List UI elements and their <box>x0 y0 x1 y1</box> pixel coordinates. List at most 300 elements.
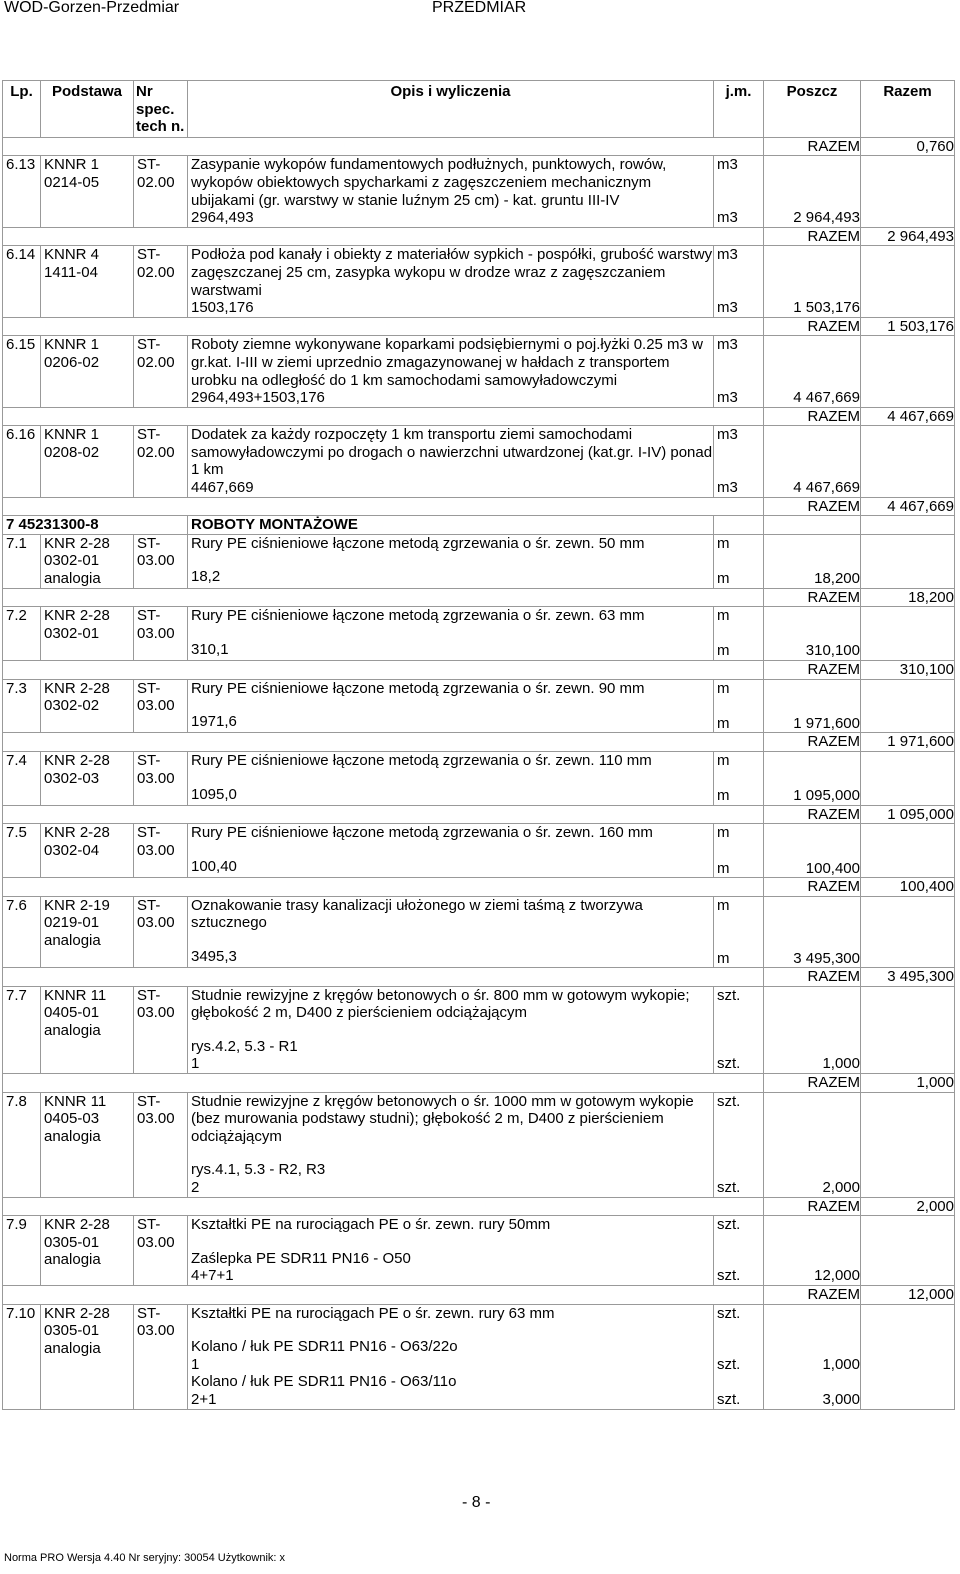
razem-label-cell <box>764 661 861 680</box>
podstawa-cell <box>41 751 134 805</box>
razem-spacer <box>3 227 764 246</box>
item-description: Zasypanie wykopów fundamentowych podłużnych, punktowych, rowów, wykopów obiektowych spycharkami z zagęszczeniem mechanicznym ubijakami (gr. warstwy w stanie luźnym 25 cm) - kat. gruntu III-IV <box>191 156 667 209</box>
razem-row <box>3 497 955 516</box>
section-code: 45231300-8 <box>18 516 99 534</box>
opis-cell <box>188 986 714 1073</box>
razem-value: 1 095,000 <box>887 805 954 823</box>
podstawa-cell <box>41 156 134 227</box>
header-center-title: PRZEDMIAR <box>432 0 527 16</box>
jm-cell <box>714 896 764 967</box>
poszcz-cell <box>764 1304 861 1409</box>
lp-cell <box>3 534 41 588</box>
poszcz-cell <box>764 679 861 733</box>
spec-cell <box>134 607 188 661</box>
section-code-cell <box>3 516 188 535</box>
item-lp: 6.14 <box>6 246 36 264</box>
poszcz-value-2: 3,000 <box>822 1390 860 1408</box>
podstawa-cell <box>41 534 134 588</box>
razem-spacer <box>3 661 764 680</box>
poszcz-value: 100,400 <box>805 859 860 877</box>
table-row <box>3 824 955 878</box>
poszcz-cell <box>764 534 861 588</box>
poszcz-value: 1,000 <box>822 1055 860 1073</box>
lp-cell <box>3 1092 41 1197</box>
razem-value-cell <box>861 317 955 336</box>
calc-jm-2: szt. <box>717 1390 741 1408</box>
lp-cell <box>3 824 41 878</box>
calc-jm: m <box>717 714 730 732</box>
item-podstawa: KNR 2-28 0305-01 analogia <box>44 1304 110 1357</box>
razem-value-cell <box>861 407 955 426</box>
item-note: Zaślepka PE SDR11 PN16 - O50 <box>191 1249 411 1267</box>
poszcz-cell <box>764 1092 861 1197</box>
item-jm: m <box>717 607 730 625</box>
razem-cell <box>861 986 955 1073</box>
item-podstawa: KNR 2-28 0302-02 <box>44 679 110 715</box>
item-description: Kształtki PE na rurociągach PE o śr. zewn. rury 50mm <box>191 1216 551 1234</box>
table-row <box>3 246 955 317</box>
calc-expression: 1 <box>191 1355 200 1373</box>
item-jm: m3 <box>717 246 738 264</box>
item-spec: ST-03.00 <box>137 679 175 715</box>
razem-cell <box>861 336 955 407</box>
razem-label-cell <box>764 1197 861 1216</box>
poszcz-cell <box>764 246 861 317</box>
razem-row <box>3 317 955 336</box>
item-podstawa: KNR 2-28 0302-04 <box>44 824 110 859</box>
razem-value: 1 971,600 <box>887 733 954 751</box>
razem-label-cell <box>764 227 861 246</box>
razem-spacer <box>3 1286 764 1305</box>
poszcz-value: 1 503,176 <box>793 299 860 317</box>
section-lp: 7 <box>6 516 15 534</box>
podstawa-cell <box>41 896 134 967</box>
opis-cell <box>188 336 714 407</box>
podstawa-cell <box>41 336 134 407</box>
razem-value-cell <box>861 1197 955 1216</box>
razem-label-cell <box>764 407 861 426</box>
lp-cell <box>3 156 41 227</box>
item-spec: ST-03.00 <box>137 534 175 570</box>
opis-cell <box>188 1304 714 1409</box>
poszcz-cell <box>764 824 861 878</box>
table-row <box>3 156 955 227</box>
poszcz-cell <box>764 751 861 805</box>
calc-expression: 2964,493+1503,176 <box>191 389 325 407</box>
razem-row <box>3 878 955 897</box>
calc-expression: 1 <box>191 1055 200 1073</box>
item-podstawa: KNNR 11 0405-03 analogia <box>44 1092 107 1145</box>
razem-row <box>3 227 955 246</box>
poszcz-cell <box>764 986 861 1073</box>
razem-spacer <box>3 137 764 156</box>
jm-cell <box>714 1092 764 1197</box>
item-jm: m <box>717 896 730 914</box>
razem-spacer <box>3 805 764 824</box>
calc-jm: szt. <box>717 1055 741 1073</box>
razem-value: 12,000 <box>908 1286 954 1303</box>
item-lp: 7.5 <box>6 824 27 842</box>
razem-spacer <box>3 407 764 426</box>
calc-expression-2: 2+1 <box>191 1390 217 1408</box>
item-podstawa: KNR 2-28 0302-01 <box>44 607 110 642</box>
razem-value-cell <box>861 661 955 680</box>
razem-cell <box>861 607 955 661</box>
table-header-row <box>3 81 955 138</box>
spec-cell <box>134 1216 188 1286</box>
razem-value-cell <box>861 137 955 156</box>
podstawa-cell <box>41 1092 134 1197</box>
podstawa-cell <box>41 607 134 661</box>
section-row <box>3 516 955 535</box>
poszcz-value: 18,200 <box>814 570 860 588</box>
poszcz-value: 1 971,600 <box>793 714 860 732</box>
item-lp: 7.9 <box>6 1216 27 1234</box>
calc-expression: 2964,493 <box>191 209 254 227</box>
section-empty <box>714 516 764 535</box>
table-row <box>3 534 955 588</box>
calc-expression: 4+7+1 <box>191 1267 234 1285</box>
item-jm: szt. <box>717 1216 741 1234</box>
razem-spacer <box>3 588 764 607</box>
item-podstawa: KNR 2-19 0219-01 analogia <box>44 896 110 949</box>
opis-cell <box>188 1216 714 1286</box>
spec-cell <box>134 1092 188 1197</box>
item-lp: 7.2 <box>6 607 27 625</box>
razem-value-cell <box>861 968 955 987</box>
podstawa-cell <box>41 426 134 497</box>
calc-expression: 1971,6 <box>191 713 237 731</box>
calc-jm: m <box>717 642 730 660</box>
lp-cell <box>3 986 41 1073</box>
item-podstawa: KNR 2-28 0302-01 analogia <box>44 534 110 588</box>
item-podstawa: KNNR 1 0208-02 <box>44 426 100 461</box>
jm-cell <box>714 246 764 317</box>
jm-cell <box>714 607 764 661</box>
table-row <box>3 986 955 1073</box>
razem-row <box>3 588 955 607</box>
calc-jm: m <box>717 570 730 588</box>
razem-row <box>3 1286 955 1305</box>
razem-cell <box>861 824 955 878</box>
razem-label-cell <box>764 497 861 516</box>
item-note: rys.4.1, 5.3 - R2, R3 <box>191 1161 326 1179</box>
razem-value: 1,000 <box>916 1074 954 1092</box>
calc-expression: 1095,0 <box>191 785 237 803</box>
item-lp: 6.15 <box>6 336 36 354</box>
lp-cell <box>3 246 41 317</box>
calc-jm: m3 <box>717 299 738 317</box>
table-row <box>3 751 955 805</box>
razem-value: 3 495,300 <box>887 968 954 986</box>
item-spec: ST-03.00 <box>137 1216 175 1251</box>
razem-spacer <box>3 497 764 516</box>
item-description: Rury PE ciśnieniowe łączone metodą zgrzewania o śr. zewn. 90 mm <box>191 679 645 697</box>
opis-cell <box>188 156 714 227</box>
spec-cell <box>134 336 188 407</box>
calc-jm: m3 <box>717 479 738 497</box>
razem-row <box>3 968 955 987</box>
razem-label-cell <box>764 588 861 607</box>
razem-label: RAZEM <box>807 1197 860 1215</box>
item-description: Podłoża pod kanały i obiekty z materiałów sypkich - pospółki, grubość warstwy zagęszczanej 25 cm, zasypka wykopu w drodze wraz z zagęszczaniem warstwami <box>191 246 713 299</box>
item-description: Roboty ziemne wykonywane koparkami podsiębiernymi o poj.łyżki 0.25 m3 w gr.kat. I-III w ziemi uprzednio zmagazynowanej w hałdach z transportem urobku na odległość do 1 km samochodami samowyładowczymi <box>191 336 703 389</box>
table-row <box>3 1092 955 1197</box>
item-jm: m <box>717 679 730 697</box>
spec-cell <box>134 896 188 967</box>
page-header <box>0 0 960 20</box>
header-left-title: WOD-Gorzen-Przedmiar <box>4 0 180 16</box>
razem-spacer <box>3 1197 764 1216</box>
calc-expression: 3495,3 <box>191 947 237 965</box>
item-spec: ST-03.00 <box>137 896 175 932</box>
footer-text: Norma PRO Wersja 4.40 Nr seryjny: 30054 Użytkownik: x <box>4 1552 285 1564</box>
lp-cell <box>3 426 41 497</box>
page-number: - 8 - <box>462 1494 491 1511</box>
poszcz-value: 4 467,669 <box>793 389 860 407</box>
razem-value: 1 503,176 <box>887 317 954 335</box>
item-podstawa: KNNR 1 0206-02 <box>44 336 100 371</box>
opis-cell <box>188 246 714 317</box>
item-jm: m3 <box>717 336 738 354</box>
razem-cell <box>861 1304 955 1409</box>
item-description: Rury PE ciśnieniowe łączone metodą zgrzewania o śr. zewn. 50 mm <box>191 534 645 552</box>
razem-label-cell <box>764 137 861 156</box>
table-row <box>3 1216 955 1286</box>
razem-label: RAZEM <box>807 878 860 896</box>
item-jm: m3 <box>717 426 738 444</box>
calc-expression: 4467,669 <box>191 479 254 497</box>
razem-value: 4 467,669 <box>887 497 954 515</box>
item-spec: ST-03.00 <box>137 607 175 642</box>
calc-jm: m3 <box>717 389 738 407</box>
razem-label: RAZEM <box>807 805 860 823</box>
table-row <box>3 336 955 407</box>
razem-label: RAZEM <box>807 588 860 606</box>
razem-cell <box>861 1092 955 1197</box>
razem-label: RAZEM <box>807 1074 860 1092</box>
item-description: Rury PE ciśnieniowe łączone metodą zgrzewania o śr. zewn. 160 mm <box>191 824 653 842</box>
item-lp: 7.7 <box>6 986 27 1004</box>
item-description: Studnie rewizyjne z kręgów betonowych o śr. 800 mm w gotowym wykopie; głębokość 2 m, D400 z pierścieniem odciążającym <box>191 986 690 1022</box>
razem-value-cell <box>861 227 955 246</box>
razem-cell <box>861 751 955 805</box>
poszcz-value: 1 095,000 <box>793 787 860 805</box>
podstawa-cell <box>41 986 134 1073</box>
poszcz-value: 2 964,493 <box>793 209 860 227</box>
opis-cell <box>188 824 714 878</box>
calc-expression: 100,40 <box>191 857 237 875</box>
section-empty <box>861 516 955 535</box>
razem-label: RAZEM <box>807 1286 860 1303</box>
razem-label-cell <box>764 1286 861 1305</box>
item-jm: szt. <box>717 986 741 1004</box>
razem-row <box>3 805 955 824</box>
calc-expression: 2 <box>191 1179 200 1197</box>
item-spec: ST-03.00 <box>137 986 175 1022</box>
opis-cell <box>188 426 714 497</box>
razem-value-cell <box>861 588 955 607</box>
item-lp: 7.6 <box>6 896 27 914</box>
calc-jm: m <box>717 787 730 805</box>
item-note-2: Kolano / łuk PE SDR11 PN16 - O63/11o <box>191 1373 457 1391</box>
razem-cell <box>861 896 955 967</box>
jm-cell <box>714 824 764 878</box>
item-spec: ST-03.00 <box>137 751 175 787</box>
spec-cell <box>134 986 188 1073</box>
poszcz-cell <box>764 156 861 227</box>
razem-value-cell <box>861 1286 955 1305</box>
opis-cell <box>188 1092 714 1197</box>
item-lp: 7.1 <box>6 534 27 552</box>
jm-cell <box>714 426 764 497</box>
razem-value: 2,000 <box>916 1197 954 1215</box>
col-opis: Opis i wyliczenia <box>188 81 714 138</box>
item-jm: m <box>717 824 730 842</box>
razem-spacer <box>3 317 764 336</box>
item-note: Kolano / łuk PE SDR11 PN16 - O63/22o <box>191 1338 458 1356</box>
jm-cell <box>714 986 764 1073</box>
poszcz-cell <box>764 896 861 967</box>
podstawa-cell <box>41 246 134 317</box>
calc-expression: 1503,176 <box>191 299 254 317</box>
razem-cell <box>861 246 955 317</box>
item-jm: m <box>717 751 730 769</box>
jm-cell <box>714 336 764 407</box>
razem-value: 2 964,493 <box>887 227 954 245</box>
item-spec: ST-03.00 <box>137 1092 175 1128</box>
razem-spacer <box>3 878 764 897</box>
spec-cell <box>134 679 188 733</box>
razem-value-cell <box>861 878 955 897</box>
razem-cell <box>861 679 955 733</box>
lp-cell <box>3 1304 41 1409</box>
item-jm: m <box>717 534 730 552</box>
poszcz-value: 3 495,300 <box>793 949 860 967</box>
spec-cell <box>134 824 188 878</box>
calc-jm: szt. <box>717 1355 741 1373</box>
col-razem: Razem <box>861 81 955 138</box>
calc-jm: m <box>717 949 730 967</box>
item-description: Rury PE ciśnieniowe łączone metodą zgrzewania o śr. zewn. 110 mm <box>191 751 652 769</box>
item-description: Rury PE ciśnieniowe łączone metodą zgrzewania o śr. zewn. 63 mm <box>191 607 645 625</box>
jm-cell <box>714 1216 764 1286</box>
razem-label-cell <box>764 733 861 752</box>
spec-cell <box>134 426 188 497</box>
razem-value-cell <box>861 1074 955 1093</box>
razem-value: 4 467,669 <box>887 407 954 425</box>
item-podstawa: KNNR 1 0214-05 <box>44 156 100 191</box>
item-description: Studnie rewizyjne z kręgów betonowych o śr. 1000 mm w gotowym wykopie (bez murowania podstawy studni); głębokość 2 m, D400 z pierścieniem odciążającym <box>191 1092 694 1145</box>
razem-cell <box>861 1216 955 1286</box>
razem-label-cell <box>764 805 861 824</box>
razem-label-cell <box>764 878 861 897</box>
item-spec: ST-02.00 <box>137 426 175 461</box>
item-spec: ST-02.00 <box>137 156 175 191</box>
table-row <box>3 679 955 733</box>
spec-cell <box>134 751 188 805</box>
item-jm: m3 <box>717 156 738 174</box>
razem-cell <box>861 534 955 588</box>
razem-value: 100,400 <box>899 878 954 896</box>
item-jm: szt. <box>717 1092 741 1110</box>
razem-row <box>3 137 955 156</box>
razem-label-cell <box>764 1074 861 1093</box>
opis-cell <box>188 534 714 588</box>
spec-cell <box>134 1304 188 1409</box>
item-lp: 6.16 <box>6 426 36 444</box>
jm-cell <box>714 156 764 227</box>
poszcz-value: 1,000 <box>822 1355 860 1373</box>
opis-cell <box>188 679 714 733</box>
razem-value: 310,100 <box>899 661 954 678</box>
opis-cell <box>188 896 714 967</box>
razem-cell <box>861 156 955 227</box>
razem-label: RAZEM <box>807 227 860 245</box>
razem-cell <box>861 426 955 497</box>
jm-cell <box>714 534 764 588</box>
col-podstawa: Podstawa <box>41 81 134 138</box>
col-nr-spec: Nr spec. tech n. <box>134 81 188 138</box>
lp-cell <box>3 1216 41 1286</box>
opis-cell <box>188 607 714 661</box>
item-lp: 7.8 <box>6 1092 27 1110</box>
jm-cell <box>714 751 764 805</box>
item-lp: 7.10 <box>6 1304 36 1322</box>
item-spec: ST-02.00 <box>137 336 175 371</box>
razem-label: RAZEM <box>807 407 860 425</box>
section-title-cell <box>188 516 714 535</box>
item-description: Oznakowanie trasy kanalizacji ułożonego w ziemi taśmą z tworzywa sztucznego <box>191 896 643 932</box>
poszcz-value: 12,000 <box>814 1267 860 1285</box>
table-row <box>3 1304 955 1409</box>
poszcz-cell <box>764 426 861 497</box>
razem-value: 18,200 <box>908 588 954 606</box>
razem-row <box>3 1074 955 1093</box>
podstawa-cell <box>41 1304 134 1409</box>
poszcz-cell <box>764 336 861 407</box>
opis-cell <box>188 751 714 805</box>
section-title: ROBOTY MONTAŻOWE <box>191 516 358 534</box>
table-row <box>3 426 955 497</box>
item-spec: ST-03.00 <box>137 824 175 859</box>
poszcz-value: 310,100 <box>805 642 860 660</box>
lp-cell <box>3 896 41 967</box>
table-row <box>3 896 955 967</box>
spec-cell <box>134 246 188 317</box>
item-podstawa: KNNR 4 1411-04 <box>44 246 100 281</box>
spec-cell <box>134 156 188 227</box>
podstawa-cell <box>41 824 134 878</box>
poszcz-cell <box>764 607 861 661</box>
table-row <box>3 607 955 661</box>
calc-expression: 18,2 <box>191 568 221 586</box>
poszcz-cell <box>764 1216 861 1286</box>
item-spec: ST-03.00 <box>137 1304 175 1340</box>
razem-value: 0,760 <box>916 137 954 155</box>
col-poszcz: Poszcz <box>764 81 861 138</box>
calc-jm: szt. <box>717 1179 741 1197</box>
razem-row <box>3 661 955 680</box>
lp-cell <box>3 336 41 407</box>
calc-expression: 310,1 <box>191 640 229 658</box>
item-jm: szt. <box>717 1304 741 1322</box>
item-note: rys.4.2, 5.3 - R1 <box>191 1037 298 1055</box>
item-podstawa: KNR 2-28 0302-03 <box>44 751 110 787</box>
razem-spacer <box>3 1074 764 1093</box>
item-description: Kształtki PE na rurociągach PE o śr. zewn. rury 63 mm <box>191 1304 555 1322</box>
poszcz-value: 2,000 <box>822 1179 860 1197</box>
